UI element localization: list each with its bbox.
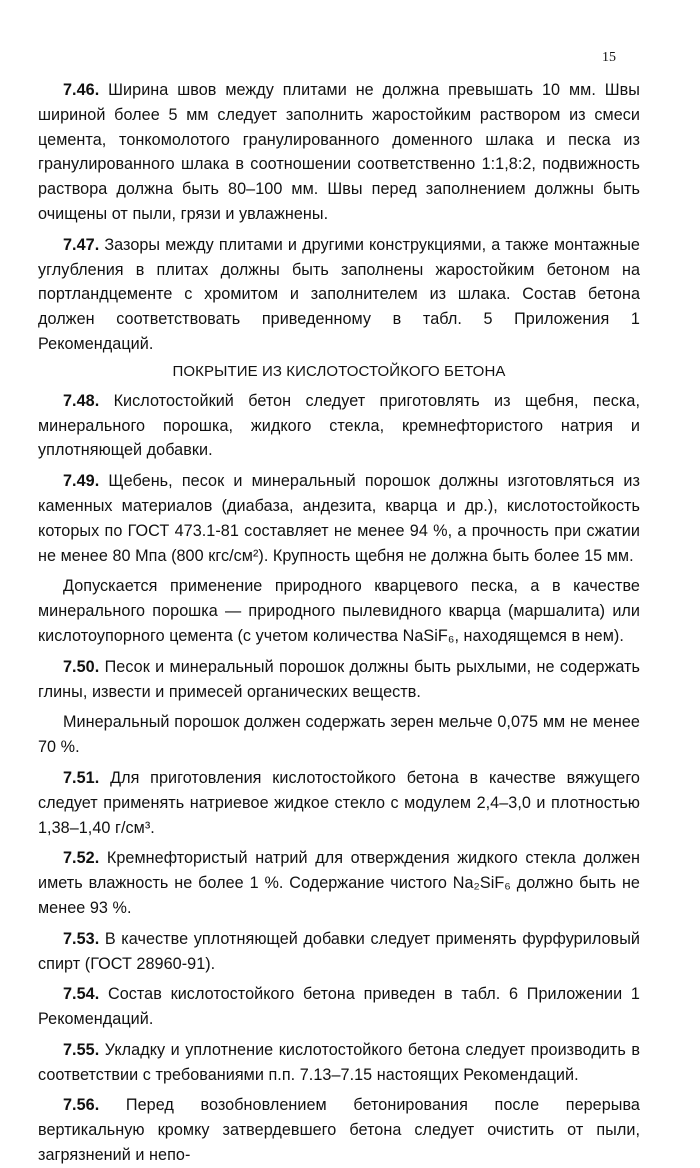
section-heading: ПОКРЫТИЕ ИЗ КИСЛОТОСТОЙКОГО БЕТОНА bbox=[172, 362, 506, 380]
paragraph-text: Кремнефтористый натрий для отверждения жидкого стекла должен иметь влажность не более 1 %. Содержание чистого Na₂SiF₆ должно быть не менее 93 %. bbox=[38, 849, 640, 917]
clause-number: 7.53. bbox=[63, 929, 100, 948]
paragraph-text: Ширина швов между плитами не должна превышать 10 мм. Швы шириной более 5 мм следует заполнить жаростойким раствором из смеси цемента, тонкомолотого гранулированного доменного шлака и песка из гранулированного шлака в соотношении соответственно 1:1,8:2, подвижность раствора должна быть 80–100 мм. Швы перед заполнением должны быть очищены от пыли, грязи и увлажнены. bbox=[38, 81, 640, 223]
page-number: 15 bbox=[602, 50, 616, 65]
clause-number: 7.48. bbox=[63, 391, 100, 410]
paragraph-text: Кислотостойкий бетон следует приготовлять из щебня, песка, минерального порошка, жидкого стекла, кремнефтористого натрия и уплотняющей добавки. bbox=[38, 391, 640, 460]
clause-number: 7.56. bbox=[63, 1096, 100, 1115]
clause-number: 7.50. bbox=[63, 657, 100, 676]
paragraph-text: Перед возобновлением бетонирования после перерыва вертикальную кромку затвердевшего бетона следует очистить от пыли, загрязнений и непо- bbox=[38, 1096, 640, 1165]
paragraph-7-51 bbox=[38, 766, 640, 840]
paragraph-7-55 bbox=[38, 1038, 640, 1088]
paragraph-7-47 bbox=[38, 233, 640, 357]
clause-number: 7.55. bbox=[63, 1040, 100, 1059]
clause-number: 7.51. bbox=[63, 768, 100, 787]
clause-number: 7.52. bbox=[63, 849, 100, 868]
paragraph-text: Песок и минеральный порошок должны быть рыхлыми, не содержать глины, извести и примесей органических веществ. bbox=[38, 657, 640, 701]
paragraph-7-50-continued bbox=[38, 710, 640, 760]
paragraph-text: Для приготовления кислотостойкого бетона в качестве вяжущего следует применять натриевое жидкое стекло с модулем 2,4–3,0 и плотностью 1,38–1,40 г/см³. bbox=[38, 768, 640, 837]
clause-number: 7.47. bbox=[63, 235, 100, 254]
paragraph-7-52 bbox=[38, 846, 640, 920]
paragraph-7-54 bbox=[38, 982, 640, 1032]
paragraph-7-49-continued bbox=[38, 574, 640, 648]
paragraph-text: Укладку и уплотнение кислотостойкого бетона следует производить в соответствии с требованиями п.п. 7.13–7.15 настоящих Рекомендаций. bbox=[38, 1040, 640, 1084]
paragraph-text: Зазоры между плитами и другими конструкциями, а также монтажные углубления в плитах должны быть заполнены жаростойким бетоном на портландцементе с хромитом и заполнителем из шлака. Состав бетона должен соответствовать приведенному в табл. 5 Приложения 1 Рекомендаций. bbox=[38, 235, 640, 353]
paragraph-7-50 bbox=[38, 655, 640, 705]
clause-number: 7.49. bbox=[63, 472, 100, 491]
paragraph-text: Допускается применение природного кварцевого песка, а в качестве минерального порошка — природного пылевидного кварца (маршалита) или кислотоупорного цемента (с учетом количества NaSiF₆, находящемся в нем). bbox=[38, 577, 640, 645]
paragraph-text: Щебень, песок и минеральный порошок должны изготовляться из каменных материалов (диабаза, андезита, кварца и др.), кислотостойкость которых по ГОСТ 473.1-81 составляет не менее 94 %, а прочность при сжатии не менее 80 Мпа (800 кгс/см²). Крупность щебня не должна быть более 15 мм. bbox=[38, 472, 640, 565]
paragraph-7-48 bbox=[38, 389, 640, 463]
clause-number: 7.46. bbox=[63, 81, 100, 99]
paragraph-text: Состав кислотостойкого бетона приведен в табл. 6 Приложении 1 Рекомендаций. bbox=[38, 985, 640, 1029]
paragraph-text: Минеральный порошок должен содержать зерен мельче 0,075 мм не менее 70 %. bbox=[38, 713, 640, 757]
paragraph-7-56 bbox=[38, 1093, 640, 1167]
paragraph-7-53 bbox=[38, 927, 640, 977]
paragraph-7-46 bbox=[38, 78, 640, 227]
paragraph-text: В качестве уплотняющей добавки следует применять фурфуриловый спирт (ГОСТ 28960-91). bbox=[38, 929, 640, 973]
clause-number: 7.54. bbox=[63, 985, 100, 1004]
paragraph-7-49 bbox=[38, 469, 640, 568]
